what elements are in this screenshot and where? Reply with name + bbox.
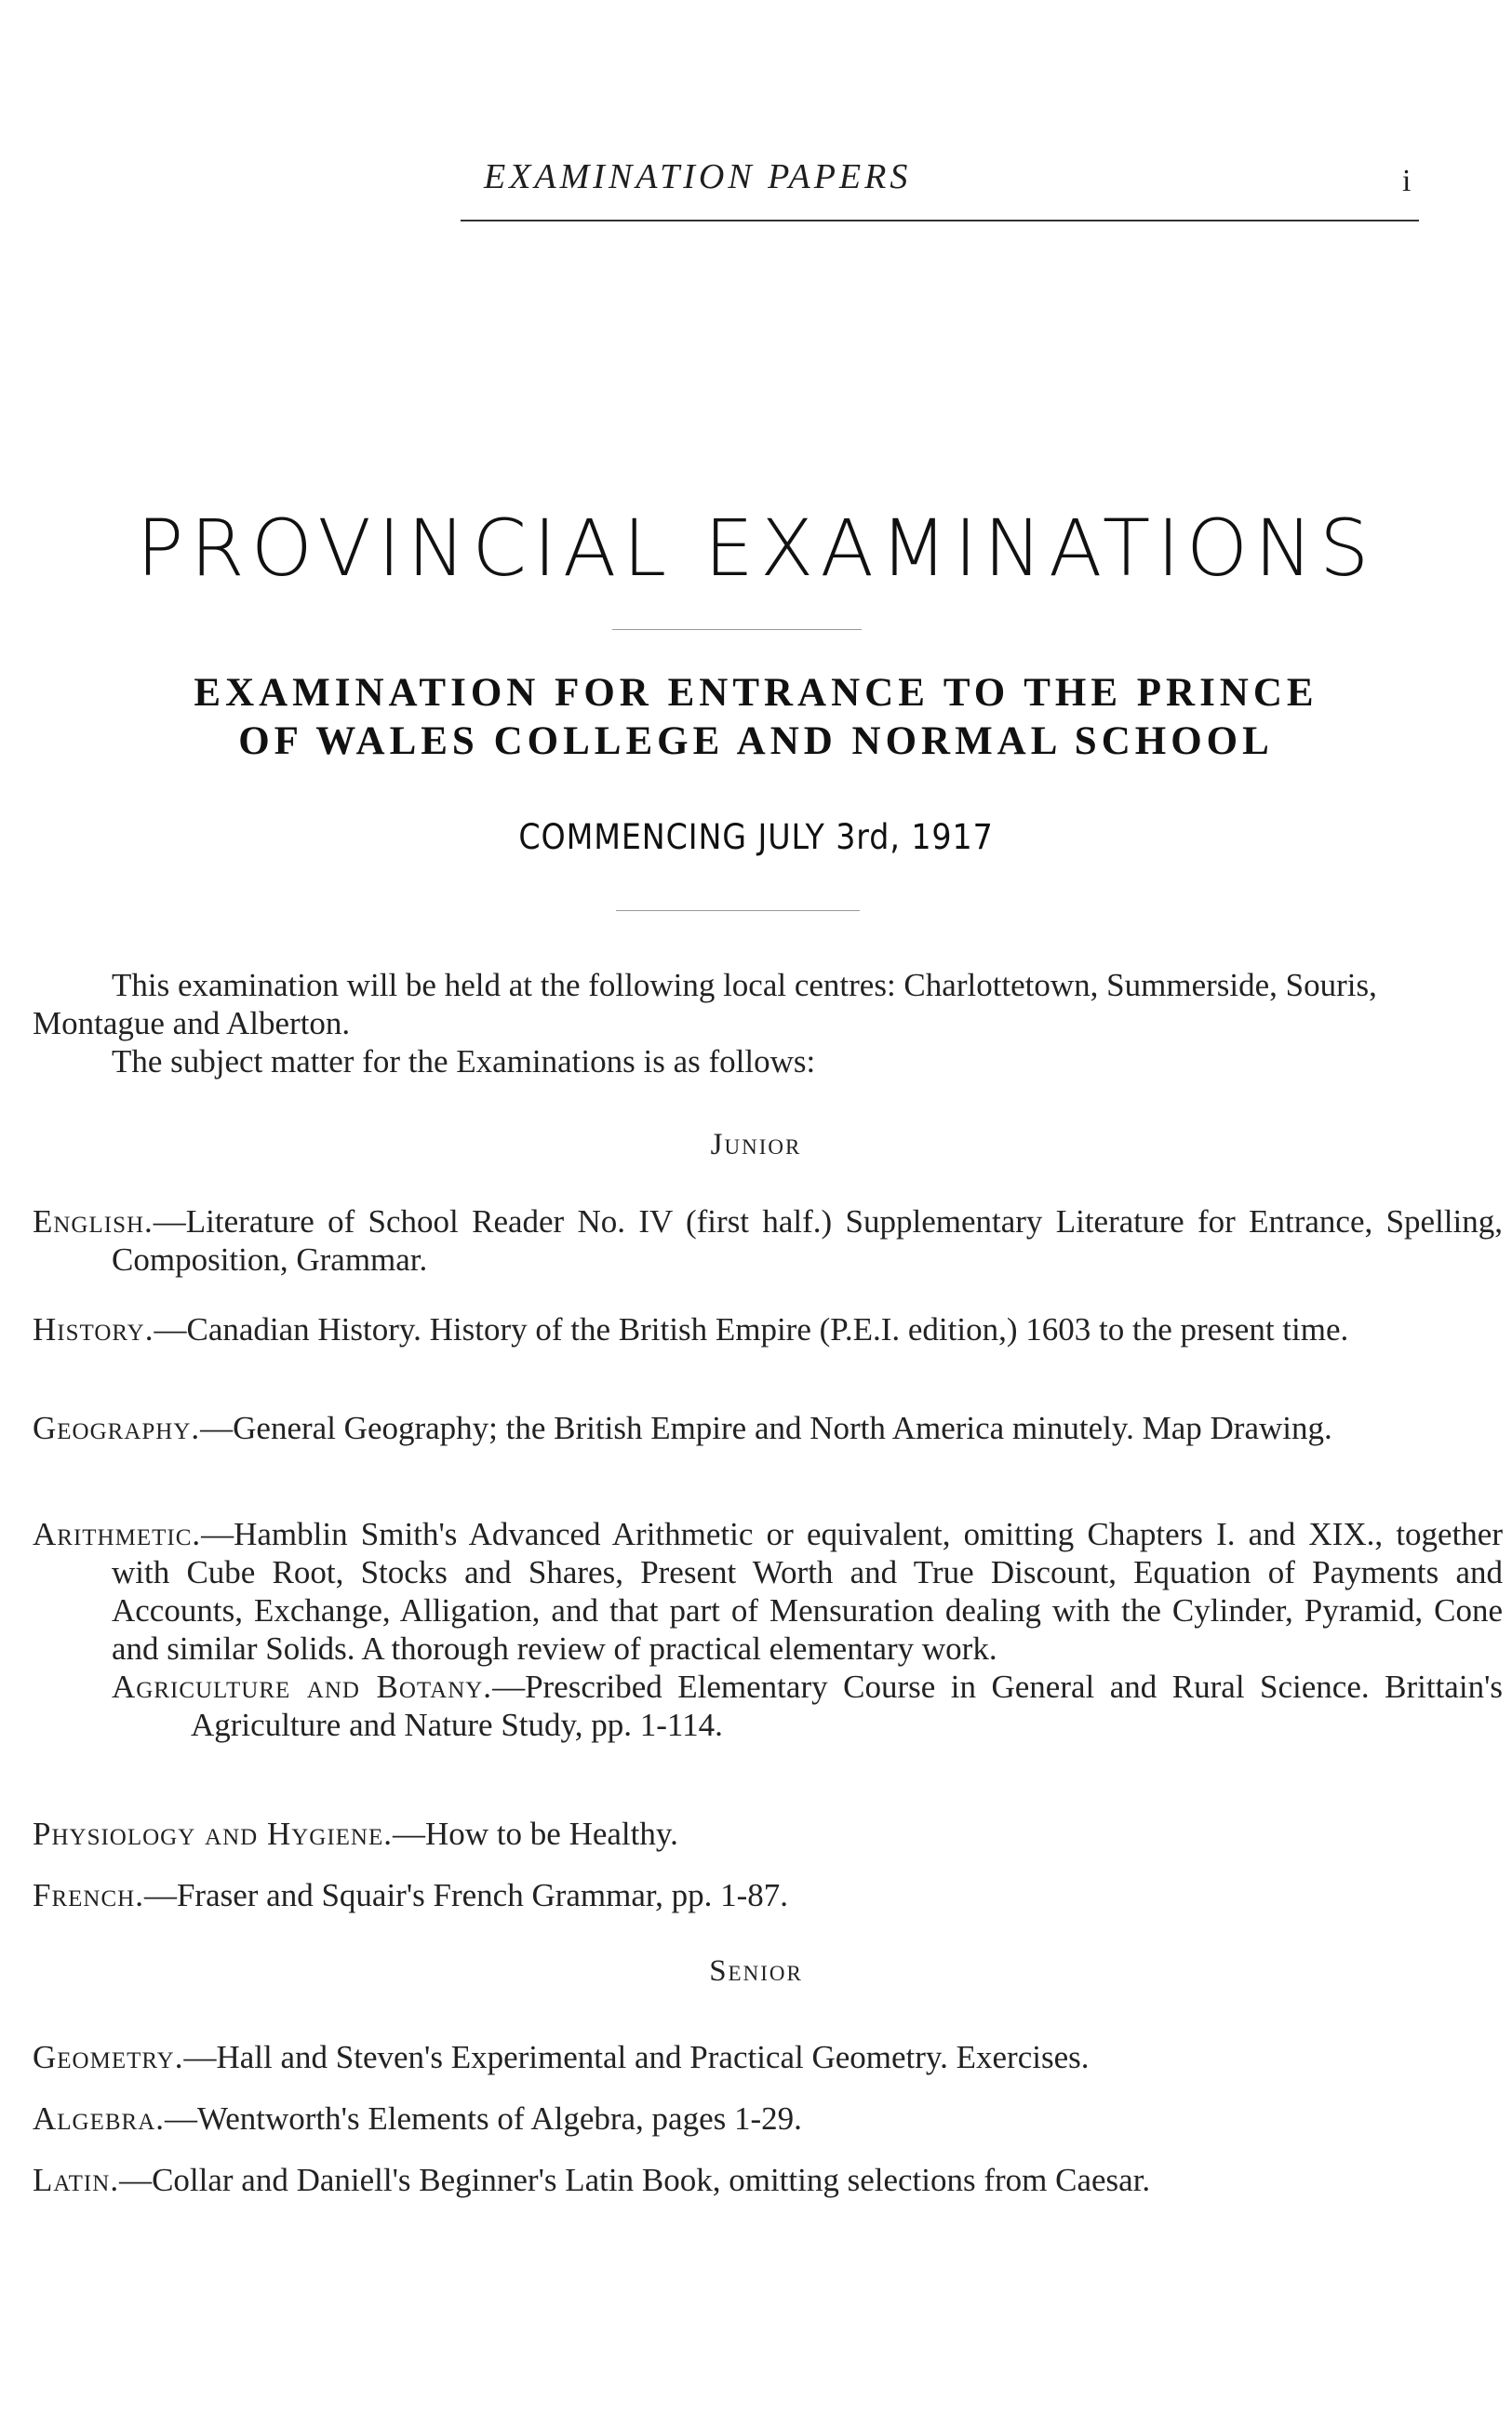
subject-text: —Fraser and Squair's French Grammar, pp. 1-87. xyxy=(143,1877,789,1913)
subject-geometry xyxy=(33,2038,1503,2076)
section-heading-senior: Senior xyxy=(709,1954,803,1988)
subtitle-line-1: EXAMINATION FOR ENTRANCE TO THE PRINCE xyxy=(194,671,1318,715)
subject-geography xyxy=(33,1409,1503,1447)
subject-name: Geometry. xyxy=(33,2039,184,2075)
subject-physiology xyxy=(33,1815,1503,1853)
subject-french xyxy=(33,1876,1503,1914)
subject-name: French. xyxy=(33,1877,144,1913)
subject-name: Arithmetic. xyxy=(33,1516,202,1552)
subject-arithmetic xyxy=(33,1515,1503,1744)
subject-agriculture xyxy=(112,1668,1503,1744)
subject-text: —Collar and Daniell's Beginner's Latin Book, omitting selections from Caesar. xyxy=(119,2162,1151,2198)
intro-text xyxy=(33,966,1424,1080)
page-title: PROVINCIAL EXAMINATIONS xyxy=(136,503,1376,594)
subject-name: Latin. xyxy=(33,2162,120,2198)
divider-rule xyxy=(612,629,862,630)
header-rule xyxy=(461,220,1419,221)
subject-text: —Literature of School Reader No. IV (first half.) Supplementary Literature for Entrance, Spelling, Composition, Grammar. xyxy=(112,1203,1503,1278)
running-title: EXAMINATION PAPERS xyxy=(484,157,912,196)
subject-english xyxy=(33,1202,1503,1279)
subject-latin xyxy=(33,2161,1503,2199)
running-head xyxy=(0,156,1512,212)
subject-name: Agriculture and Botany. xyxy=(112,1669,493,1705)
subject-name: Geography. xyxy=(33,1410,201,1446)
subject-text: —General Geography; the British Empire and North America minutely. Map Drawing. xyxy=(200,1410,1332,1446)
commencing-date: COMMENCING JULY 3rd, 1917 xyxy=(518,817,994,857)
subject-text: —Prescribed Elementary Course in General and Rural Science. Brittain's Agriculture and Nature Study, pp. 1-114. xyxy=(191,1669,1503,1743)
subject-text: —Canadian History. History of the British Empire (P.E.I. edition,) 1603 to the present time. xyxy=(154,1311,1349,1348)
subject-text: —Wentworth's Elements of Algebra, pages 1-29. xyxy=(165,2100,802,2137)
subject-name: Algebra. xyxy=(33,2100,166,2137)
subject-algebra xyxy=(33,2099,1503,2138)
subject-name: Physiology and Hygiene. xyxy=(33,1816,394,1852)
subtitle-line-2: OF WALES COLLEGE AND NORMAL SCHOOL xyxy=(238,719,1274,763)
subject-text: —Hall and Steven's Experimental and Practical Geometry. Exercises. xyxy=(183,2039,1090,2075)
section-heading-junior: Junior xyxy=(710,1128,802,1161)
subject-name: English. xyxy=(33,1203,154,1240)
intro-paragraph: This examination will be held at the following local centres: Charlottetown, Summerside, Souris, Montague and Alberton. xyxy=(33,967,1377,1041)
intro-paragraph: The subject matter for the Examinations is as follows: xyxy=(112,1043,816,1080)
page-number: i xyxy=(1402,164,1412,198)
subject-name: History. xyxy=(33,1311,154,1348)
divider-rule xyxy=(616,910,860,911)
subject-history xyxy=(33,1310,1503,1348)
subject-text: —Hamblin Smith's Advanced Arithmetic or equivalent, omitting Chapters I. and XIX., together with Cube Root, Stocks and Shares, Present Worth and True Discount, Equation of Payments and Accounts, Exchange, Alligation, and that part of Mensuration dealing with the Cylinder, Pyramid, Cone and similar Solids. A thorough review of practical elementary work. xyxy=(112,1516,1503,1667)
subject-text: —How to be Healthy. xyxy=(393,1816,678,1852)
